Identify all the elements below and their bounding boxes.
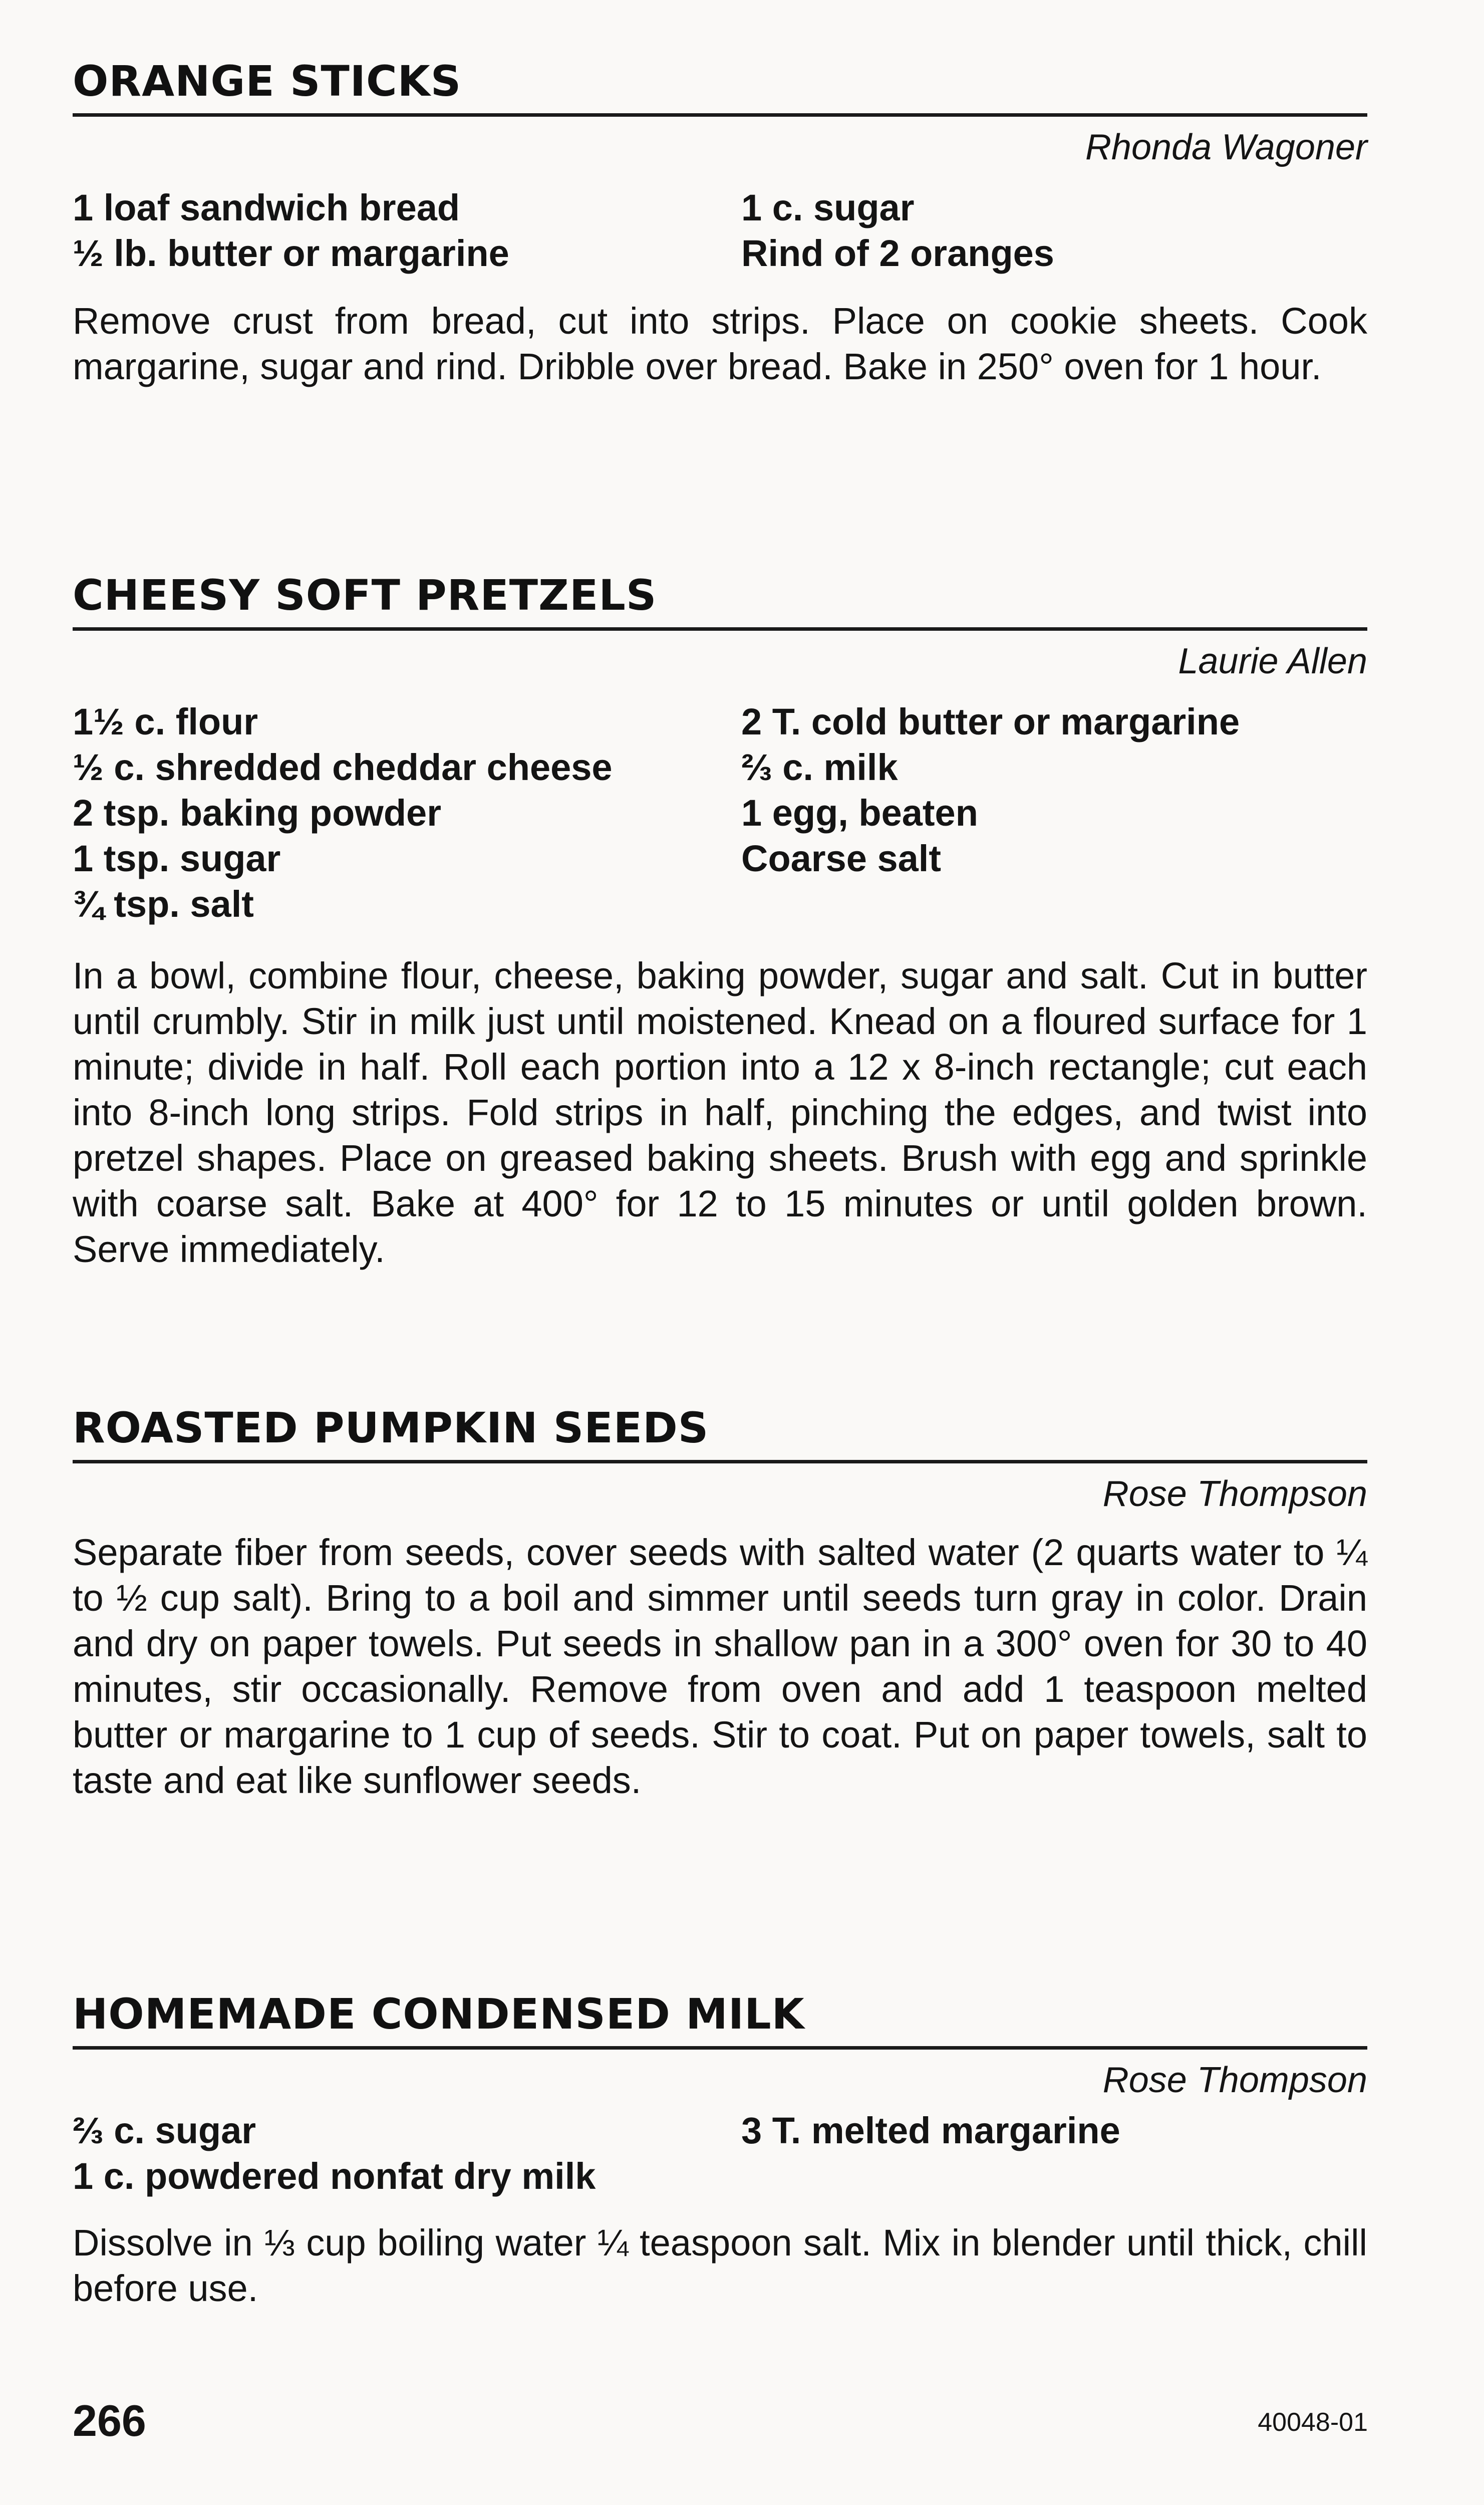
title-rule (73, 113, 1367, 117)
ingredient: Coarse salt (741, 838, 941, 879)
title-rule (73, 627, 1367, 631)
ingredient: 1 c. sugar (741, 187, 915, 228)
recipe-author: Rhonda Wagoner (1085, 127, 1367, 167)
ingredient: ⅔ c. sugar (73, 2110, 256, 2151)
ingredient: 1 tsp. sugar (73, 838, 281, 879)
title-rule (73, 1460, 1367, 1463)
page-number: 266 (73, 2396, 146, 2445)
ingredient: 2 tsp. baking powder (73, 792, 441, 834)
ingredient-list (73, 185, 1367, 276)
recipe-orange-sticks (73, 56, 1367, 389)
ingredient: ¾ tsp. salt (73, 883, 254, 925)
recipe-title: HOMEMADE CONDENSED MILK (73, 1989, 805, 2039)
ingredient-empty (741, 881, 1367, 927)
ingredient-list (73, 699, 1367, 927)
ingredient: ⅔ c. milk (741, 746, 898, 788)
recipe-instructions: Dissolve in ⅓ cup boiling water ¼ teaspoon salt. Mix in blender until thick, chill before use. (73, 2222, 1367, 2309)
recipe-cheesy-soft-pretzels (73, 570, 1367, 1272)
ingredient: 1 loaf sandwich bread (73, 187, 460, 228)
ingredient: ½ lb. butter or margarine (73, 232, 509, 274)
ingredient: Rind of 2 oranges (741, 232, 1054, 274)
ingredient: 3 T. melted margarine (741, 2110, 1120, 2151)
recipe-title: ORANGE STICKS (73, 57, 462, 106)
ingredient: 1½ c. flour (73, 701, 258, 742)
ingredient: 2 T. cold butter or margarine (741, 701, 1240, 742)
title-rule (73, 2046, 1367, 2050)
recipe-roasted-pumpkin-seeds (73, 1403, 1367, 1803)
recipe-author: Rose Thompson (1102, 2060, 1367, 2100)
recipe-title: ROASTED PUMPKIN SEEDS (73, 1403, 709, 1452)
ingredient: 1 egg, beaten (741, 792, 978, 834)
recipe-author: Rose Thompson (1102, 1474, 1367, 1514)
recipe-homemade-condensed-milk (73, 1989, 1367, 2311)
ingredient-list (73, 2108, 1367, 2199)
recipe-title: CHEESY SOFT PRETZELS (73, 571, 657, 620)
ingredient: 1 c. powdered nonfat dry milk (73, 2155, 596, 2197)
ingredient: ½ c. shredded cheddar cheese (73, 746, 613, 788)
recipe-author: Laurie Allen (1178, 641, 1367, 681)
recipe-instructions: Remove crust from bread, cut into strips. Place on cookie sheets. Cook margarine, sugar and rind. Dribble over bread. Bake in 250° oven for 1 hour. (73, 300, 1367, 387)
catalog-code: 40048-01 (1258, 2408, 1368, 2437)
ingredient-empty (741, 2153, 1367, 2199)
recipe-instructions: In a bowl, combine flour, cheese, baking powder, sugar and salt. Cut in butter until crumbly. Stir in milk just until moistened. Knead on a floured surface for 1 minute; divide in half. Roll each portion into a 12 x 8-inch rectangle; cut each into 8-inch long strips. Fold strips in half, pinching the edges, and twist into pretzel shapes. Place on greased baking sheets. Brush with egg and sprinkle with coarse salt. Bake at 400° for 12 to 15 minutes or until golden brown. Serve immediately. (73, 955, 1367, 1270)
recipe-instructions: Separate fiber from seeds, cover seeds with salted water (2 quarts water to ¼ to ½ cup salt). Bring to a boil and simmer until seeds turn gray in color. Drain and dry on paper towels. Put seeds in shallow pan in a 300° oven for 30 to 40 minutes, stir occasionally. Remove from oven and add 1 teaspoon melted butter or margarine to 1 cup of seeds. Stir to coat. Put on paper towels, salt to taste and eat like sunflower seeds. (73, 1532, 1367, 1801)
